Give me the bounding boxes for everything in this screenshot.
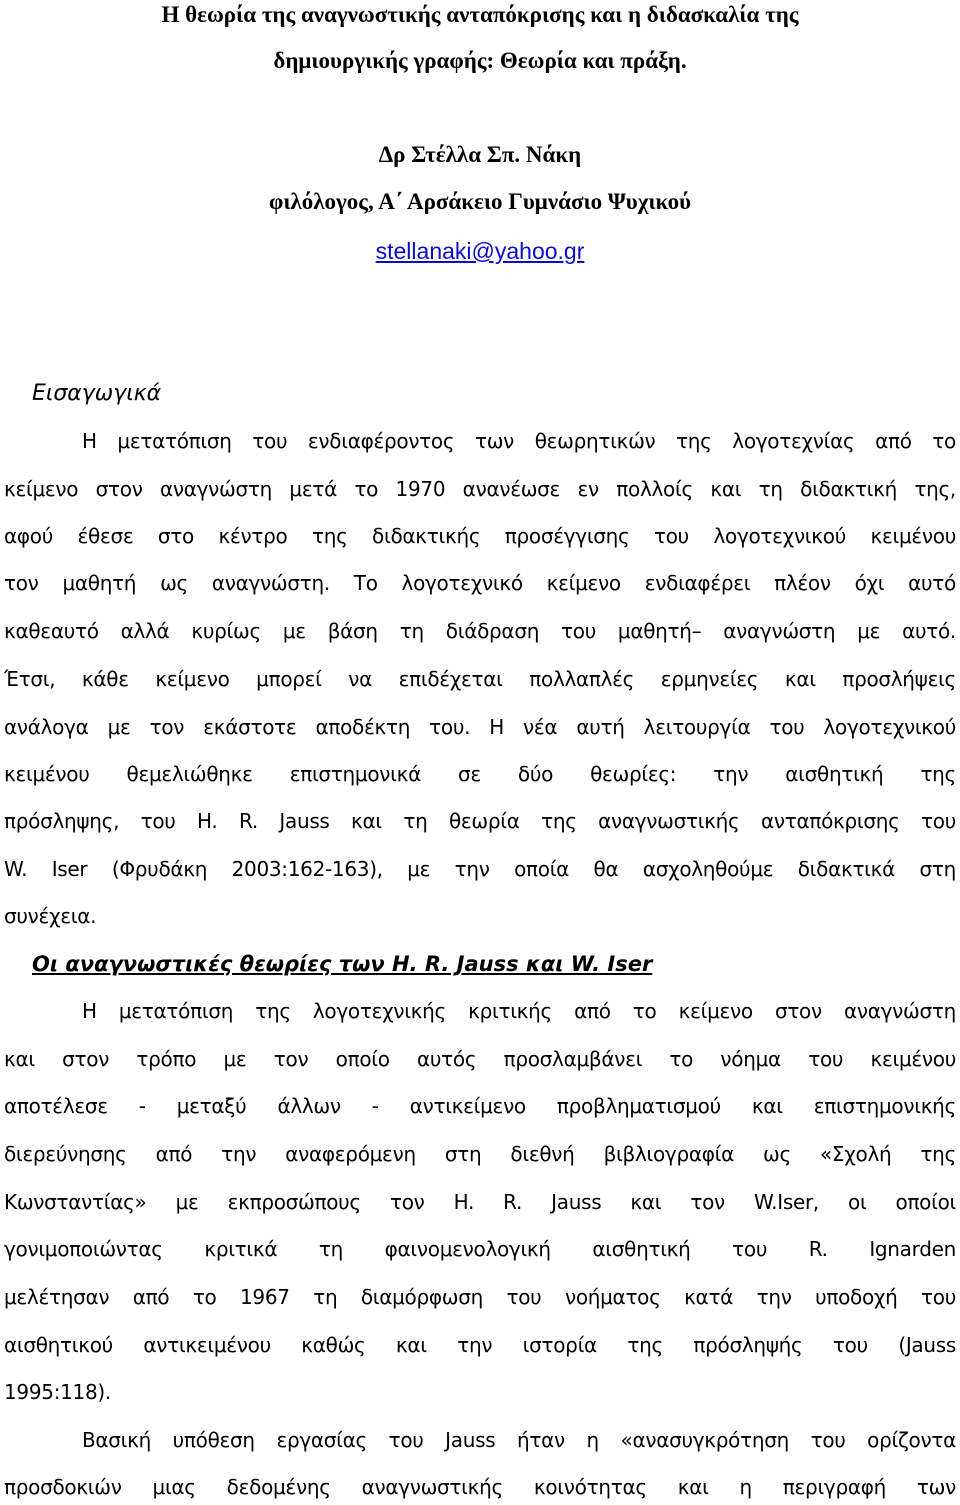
paragraph-line: προσδοκιών μιας δεδομένης αναγνωστικής κοινότητας και η περιγραφή των	[4, 1475, 956, 1499]
paragraph-line: Κωνσταντίας» με εκπροσώπους τον H. R. Jauss και τον W.Iser, οι οποίοι	[4, 1190, 956, 1214]
paragraph-line: W. Iser (Φρυδάκη 2003:162-163), με την οποία θα ασχοληθούμε διδακτικά στη	[4, 857, 956, 881]
paragraph-line: πρόσληψης, του H. R. Jauss και τη θεωρία της αναγνωστικής ανταπόκρισης του	[4, 809, 956, 833]
paragraph-line: διερεύνησης από την αναφερόμενη στη διεθνή βιβλιογραφία ως «Σχολή της	[4, 1142, 956, 1166]
section-heading-introduction: Εισαγωγικά	[32, 381, 162, 406]
email-link[interactable]: stellanaki@yahoo.gr	[375, 238, 585, 264]
paragraph-line: Έτσι, κάθε κείμενο μπορεί να επιδέχεται πολλαπλές ερμηνείες και προσλήψεις	[4, 667, 956, 691]
document-title-line-2: δημιουργικής γραφής: Θεωρία και πράξη.	[273, 48, 687, 73]
section-heading-theories: Οι αναγνωστικές θεωρίες των H. R. Jauss και W. Iser	[32, 952, 653, 976]
author-name: Δρ Στέλλα Σπ. Νάκη	[378, 142, 582, 167]
paragraph-line: αποτέλεσε - μεταξύ άλλων - αντικείμενο προβληματισμού και επιστημονικής	[4, 1094, 956, 1118]
paragraph-line: ανάλογα με τον εκάστοτε αποδέκτη του. Η νέα αυτή λειτουργία του λογοτεχνικού	[4, 715, 956, 739]
paragraph-line: κειμένου θεμελιώθηκε επιστημονικά σε δύο θεωρίες: την αισθητική της	[4, 762, 956, 786]
paragraph-line: Η μετατόπιση της λογοτεχνικής κριτικής από το κείμενο στον αναγνώστη	[82, 999, 956, 1023]
paragraph-line: Η μετατόπιση του ενδιαφέροντος των θεωρητικών της λογοτεχνίας από το	[82, 429, 956, 453]
author-email[interactable]	[0, 236, 960, 266]
paragraph-line: μελέτησαν από το 1967 τη διαμόρφωση του νοήματος κατά την υποδοχή του	[4, 1285, 956, 1309]
paragraph-line: συνέχεια.	[4, 904, 97, 928]
author-affiliation: φιλόλογος, Α΄ Αρσάκειο Γυμνάσιο Ψυχικού	[268, 189, 692, 214]
paragraph-line: Βασική υπόθεση εργασίας του Jauss ήταν η «ανασυγκρότηση του ορίζοντα	[82, 1428, 956, 1452]
paragraph-line: κείμενο στον αναγνώστη μετά το 1970 ανανέωσε εν πολλοίς και τη διδακτική της,	[4, 477, 956, 501]
paragraph-line: γονιμοποιώντας κριτικά τη φαινομενολογική αισθητική του R. Ignarden	[4, 1237, 956, 1261]
paragraph-line: 1995:118).	[4, 1380, 111, 1404]
paragraph-line: καθεαυτό αλλά κυρίως με βάση τη διάδραση του μαθητή– αναγνώστη με αυτό.	[4, 619, 956, 643]
paragraph-line: τον μαθητή ως αναγνώστη. Το λογοτεχνικό κείμενο ενδιαφέρει πλέον όχι αυτό	[4, 571, 956, 595]
paragraph-line: αισθητικού αντικειμένου καθώς και την ιστορία της πρόσληψής του (Jauss	[4, 1333, 956, 1357]
document-title-line-1: Η θεωρία της αναγνωστικής ανταπόκρισης και η διδασκαλία της	[161, 2, 799, 27]
paragraph-line: και στον τρόπο με τον οποίο αυτός προσλαμβάνει το νόημα του κειμένου	[4, 1047, 956, 1071]
paragraph-line: αφού έθεσε στο κέντρο της διδακτικής προσέγγισης του λογοτεχνικού κειμένου	[4, 524, 956, 548]
